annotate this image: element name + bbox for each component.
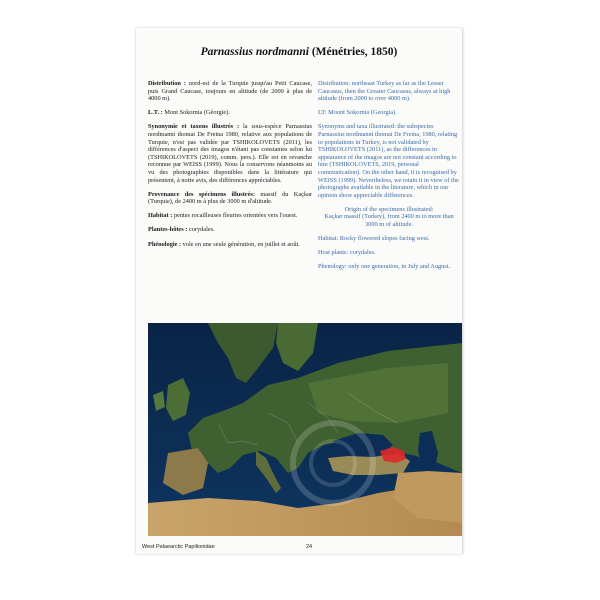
fr-lt: L.T. : Mont Sokornia (Géorgie). xyxy=(148,109,230,117)
english-column xyxy=(318,80,460,277)
en-origin: Origin of the specimens illustrated: xyxy=(344,205,434,213)
species-author: (Ménétries, 1850) xyxy=(311,46,398,58)
en-habitat: Habitat: Rocky flowered slopes facing west. xyxy=(318,235,430,243)
en-origin-text: Kaçkar massif (Turkey), from 2400 m to more than 3000 m of altitude. xyxy=(324,213,454,228)
en-phenology: Phenology: only one generation, in July and August. xyxy=(318,263,451,271)
fr-distribution: Distribution : nord-est de la Turquie jusqu'au Petit Caucase, puis Grand Caucase, toujours en altitude (de 2000 à plus de 4000 m). xyxy=(148,80,312,103)
page-title xyxy=(136,46,462,58)
en-host: Host plants: corydales. xyxy=(318,249,376,257)
fr-habitat: Habitat : pentes rocailleuses fleuries orientées vers l'ouest. xyxy=(148,212,298,220)
page-footer xyxy=(136,542,462,554)
satellite-map-image xyxy=(148,323,462,536)
distribution-map xyxy=(148,323,462,536)
fr-provenance: Provenance des spécimens illustrés: massif du Kaçkar (Turquie), de 2400 m à plus de 3000 m d'altitude. xyxy=(148,190,312,206)
french-column xyxy=(148,80,312,255)
fr-plantes: Plantes-hôtes : corydales. xyxy=(148,226,215,234)
en-synonyms: Synonyms and taxa illustrated: the subspecies Parnassius nordmanni thomai De Freina, 1980, relating to populations in Turkey, is not validated by TSHIKOLOVETS (2011), as the differences in appearance of the imagos are not constant according to him (TSHIKOLOVETS, 2019, personal communication). On the other hand, it is recognised by WEISS (1999). Nevertheless, we retain it in view of the photographs available in the literature, which in our opinion show appreciable differences. xyxy=(318,123,459,199)
en-lt: LT: Mount Sokornia (Georgia). xyxy=(318,109,397,117)
book-page xyxy=(136,28,462,554)
book-title: West Palaearctic Papilionidae xyxy=(142,544,215,550)
en-distribution: Distribution: northeast Turkey as far as the Lesser Caucasus, then the Greater Caucasus, always at high altitude (from 2000 to over 4000 m). xyxy=(318,80,451,103)
page-edge xyxy=(462,28,465,554)
fr-synonymie: Synonymie et taxons illustrés : la sous-espèce Parnassius nordmanni thomai De Freina 1980, relative aux populations de Turquie, n'est pas validée par TSHIKOLOVETS (2011), les différences d'aspect des imagos n'étant pas constantes selon lui (TSHIKOLOVETS (2019), comm. pers.). Elle est en revanche reconnue par WEISS (1999). Nous la conservons néanmoins au vu des photographies disponibles dans la littérature qui présentent, à notre avis, des différences appréciables. xyxy=(148,123,312,184)
fr-phenologie: Phénologie : vole en une seule génération, en juillet et août. xyxy=(148,240,300,248)
species-name: Parnassius nordmanni xyxy=(200,46,309,58)
page-number: 24 xyxy=(306,544,313,550)
